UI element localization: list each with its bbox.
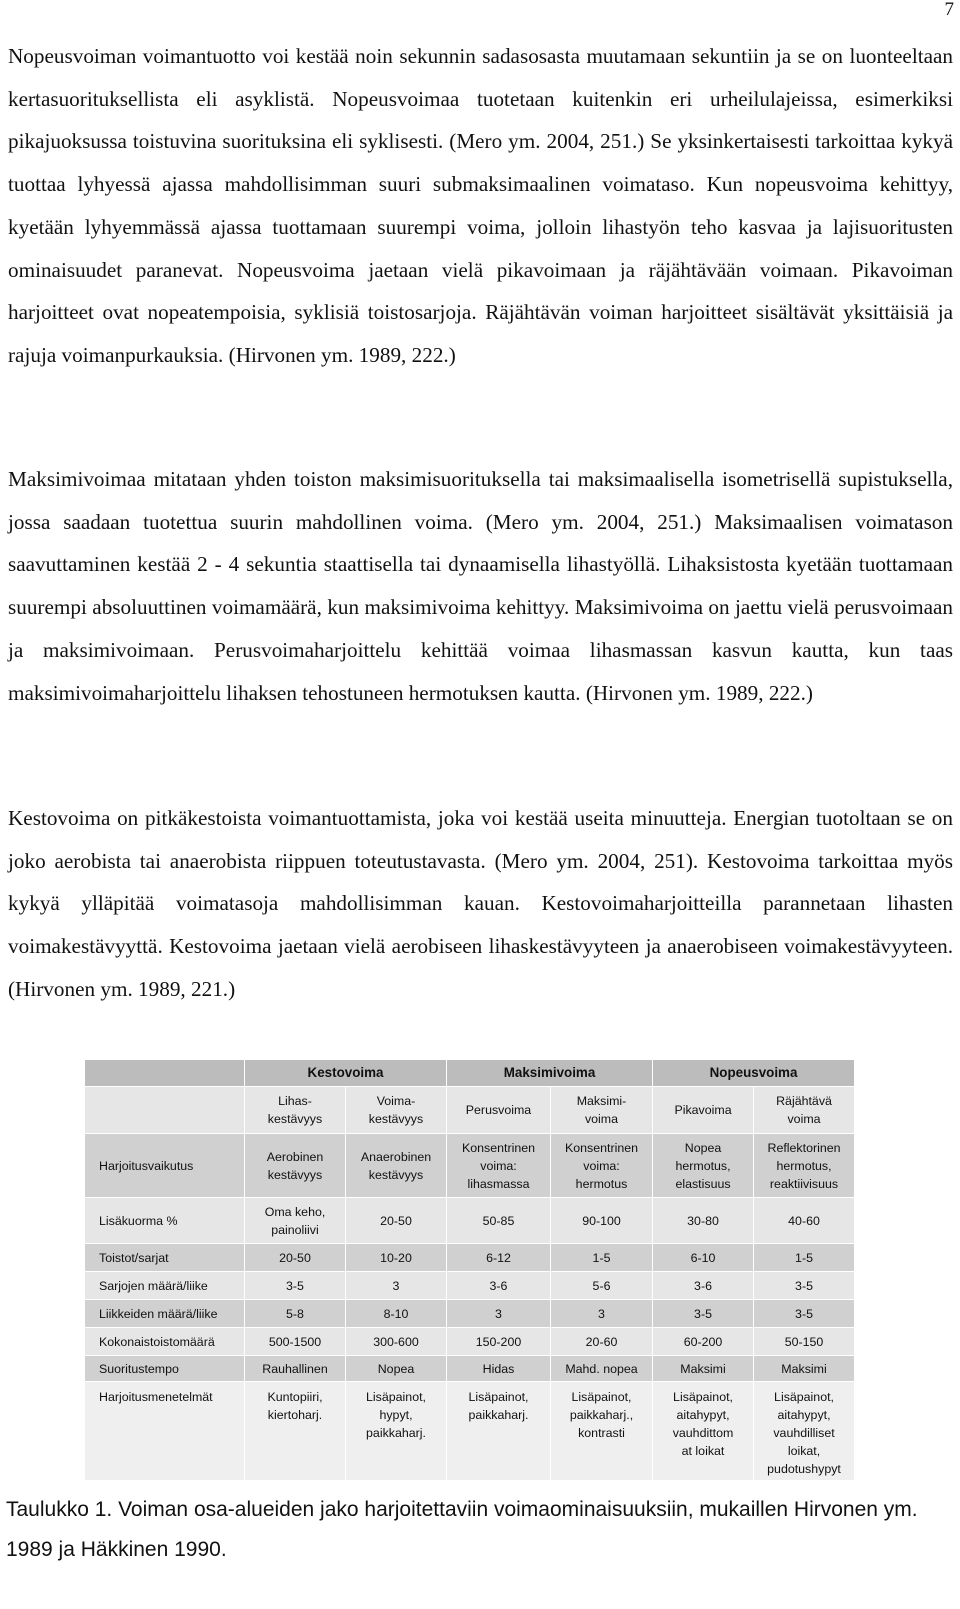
table-cell: 40-60: [754, 1198, 855, 1244]
table-cell: 20-50: [245, 1244, 346, 1272]
table-cell: 8-10: [346, 1300, 447, 1328]
table-cell: Nopea: [346, 1356, 447, 1382]
row-label: Lisäkuorma %: [85, 1198, 245, 1244]
table-cell: Lisäpainot, hypyt, paikkaharj.: [346, 1382, 447, 1481]
row-label: Liikkeiden määrä/liike: [85, 1300, 245, 1328]
group-header: Maksimivoima: [447, 1060, 653, 1087]
table-cell: 3: [551, 1300, 653, 1328]
table-cell: Konsentrinen voima: hermotus: [551, 1134, 653, 1198]
table-cell: 50-85: [447, 1198, 551, 1244]
table-cell: Mahd. nopea: [551, 1356, 653, 1382]
table-cell: 300-600: [346, 1328, 447, 1356]
table-cell: Anaerobinen kestävyys: [346, 1134, 447, 1198]
table-cell: 30-80: [653, 1198, 754, 1244]
table-cell: Maksimi: [754, 1356, 855, 1382]
subheader-cell: Lihas- kestävyys: [245, 1087, 346, 1134]
table-cell: Lisäpainot, aitahypyt, vauhdittom at loikat: [653, 1382, 754, 1481]
page-number: 7: [944, 0, 954, 20]
table-cell: 5-8: [245, 1300, 346, 1328]
corner-cell: [85, 1060, 245, 1087]
table-cell: 60-200: [653, 1328, 754, 1356]
table-cell: Hidas: [447, 1356, 551, 1382]
row-label: Harjoitusvaikutus: [85, 1134, 245, 1198]
table-cell: Rauhallinen: [245, 1356, 346, 1382]
row-label: Suoritustempo: [85, 1356, 245, 1382]
table-cell: [85, 1087, 245, 1134]
table-cell: Konsentrinen voima: lihasmassa: [447, 1134, 551, 1198]
table-cell: Oma keho, painoliivi: [245, 1198, 346, 1244]
table-cell: Lisäpainot, aitahypyt, vauhdilliset loikat, pudotushypyt: [754, 1382, 855, 1481]
table-cell: Nopea hermotus, elastisuus: [653, 1134, 754, 1198]
table-cell: 1-5: [754, 1244, 855, 1272]
table-cell: 20-50: [346, 1198, 447, 1244]
table-cell: 90-100: [551, 1198, 653, 1244]
table-cell: 3: [447, 1300, 551, 1328]
paragraph-maksimivoima: Maksimivoimaa mitataan yhden toiston maksimisuorituksella tai maksimaalisella isometrisellä supistuksella, jossa saadaan tuotettua suurin mahdollinen voima. (Mero ym. 2004, 251.) Maksimaalisen voimatason saavuttaminen kestää 2 - 4 sekuntia staattisella tai dynaamisella lihastyöllä. Lihaksistosta kyetään tuottamaan suurempi absoluuttinen voimamäärä, kun maksimivoima kehittyy. Maksimivoima on jaettu vielä perusvoimaan ja maksimivoimaan. Perusvoimaharjoittelu kehittää voimaa lihasmassan kasvun kautta, kun taas maksimivoimaharjoittelu lihaksen tehostuneen hermotuksen kautta. (Hirvonen ym. 1989, 222.): [8, 467, 953, 705]
table-caption: Taulukko 1. Voiman osa-alueiden jako harjoitettaviin voimaominaisuuksiin, mukaillen Hirvonen ym. 1989 ja Häkkinen 1990.: [6, 1498, 918, 1561]
table-cell: 500-1500: [245, 1328, 346, 1356]
table-cell: 3-6: [447, 1272, 551, 1300]
strength-training-table: [84, 1059, 855, 1481]
table-cell: Kuntopiiri, kiertoharj.: [245, 1382, 346, 1481]
row-label: Harjoitusmenetelmät: [85, 1382, 245, 1481]
table-cell: 3-5: [245, 1272, 346, 1300]
group-header: Nopeusvoima: [653, 1060, 855, 1087]
table-cell: 20-60: [551, 1328, 653, 1356]
table-cell: 3: [346, 1272, 447, 1300]
table-cell: Aerobinen kestävyys: [245, 1134, 346, 1198]
table-cell: Lisäpainot, paikkaharj., kontrasti: [551, 1382, 653, 1481]
table-cell: 10-20: [346, 1244, 447, 1272]
row-label: Toistot/sarjat: [85, 1244, 245, 1272]
table-cell: 6-10: [653, 1244, 754, 1272]
subheader-cell: Voima- kestävyys: [346, 1087, 447, 1134]
row-label: Kokonaistoistomäärä: [85, 1328, 245, 1356]
table-cell: 3-6: [653, 1272, 754, 1300]
subheader-cell: Maksimi- voima: [551, 1087, 653, 1134]
paragraph-nopeusvoima: Nopeusvoiman voimantuotto voi kestää noin sekunnin sadasosasta muutamaan sekuntiin ja se on luonteeltaan kertasuorituksellista eli asyklistä. Nopeusvoimaa tuotetaan kuitenkin eri urheilulajeissa, esimerkiksi pikajuoksussa toistuvina suorituksina eli syklisesti. (Mero ym. 2004, 251.) Se yksinkertaisesti tarkoittaa kykyä tuottaa lyhyessä ajassa mahdollisimman suuri submaksimaalinen voimataso. Kun nopeusvoima kehittyy, kyetään lyhyemmässä ajassa tuottamaan suurempi voima, jolloin lihastyön teho kasvaa ja lajisuoritusten ominaisuudet paranevat. Nopeusvoima jaetaan vielä pikavoimaan ja räjähtävään voimaan. Pikavoiman harjoitteet ovat nopeatempoisia, syklisiä toistosarjoja. Räjähtävän voiman harjoitteet sisältävät yksittäisiä ja rajuja voimanpurkauksia. (Hirvonen ym. 1989, 222.): [8, 44, 953, 367]
group-header: Kestovoima: [245, 1060, 447, 1087]
paragraph-kestovoima: Kestovoima on pitkäkestoista voimantuottamista, joka voi kestää useita minuutteja. Energian tuotoltaan se on joko aerobista tai anaerobista riippuen toteutustavasta. (Mero ym. 2004, 251). Kestovoima tarkoittaa myös kykyä ylläpitää voimatasoja mahdollisimman kauan. Kestovoimaharjoitteilla parannetaan lihasten voimakestävyyttä. Kestovoima jaetaan vielä aerobiseen lihaskestävyyteen ja anaerobiseen voimakestävyyteen. (Hirvonen ym. 1989, 221.): [8, 806, 953, 1001]
subheader-cell: Pikavoima: [653, 1087, 754, 1134]
table-cell: 1-5: [551, 1244, 653, 1272]
table-cell: 50-150: [754, 1328, 855, 1356]
table-cell: 3-5: [754, 1272, 855, 1300]
subheader-cell: Räjähtävä voima: [754, 1087, 855, 1134]
table-cell: 3-5: [653, 1300, 754, 1328]
table-cell: Reflektorinen hermotus, reaktiivisuus: [754, 1134, 855, 1198]
table-cell: Maksimi: [653, 1356, 754, 1382]
table-cell: 6-12: [447, 1244, 551, 1272]
table-cell: 3-5: [754, 1300, 855, 1328]
table-cell: 150-200: [447, 1328, 551, 1356]
subheader-cell: Perusvoima: [447, 1087, 551, 1134]
table-cell: Lisäpainot, paikkaharj.: [447, 1382, 551, 1481]
table-cell: 5-6: [551, 1272, 653, 1300]
row-label: Sarjojen määrä/liike: [85, 1272, 245, 1300]
